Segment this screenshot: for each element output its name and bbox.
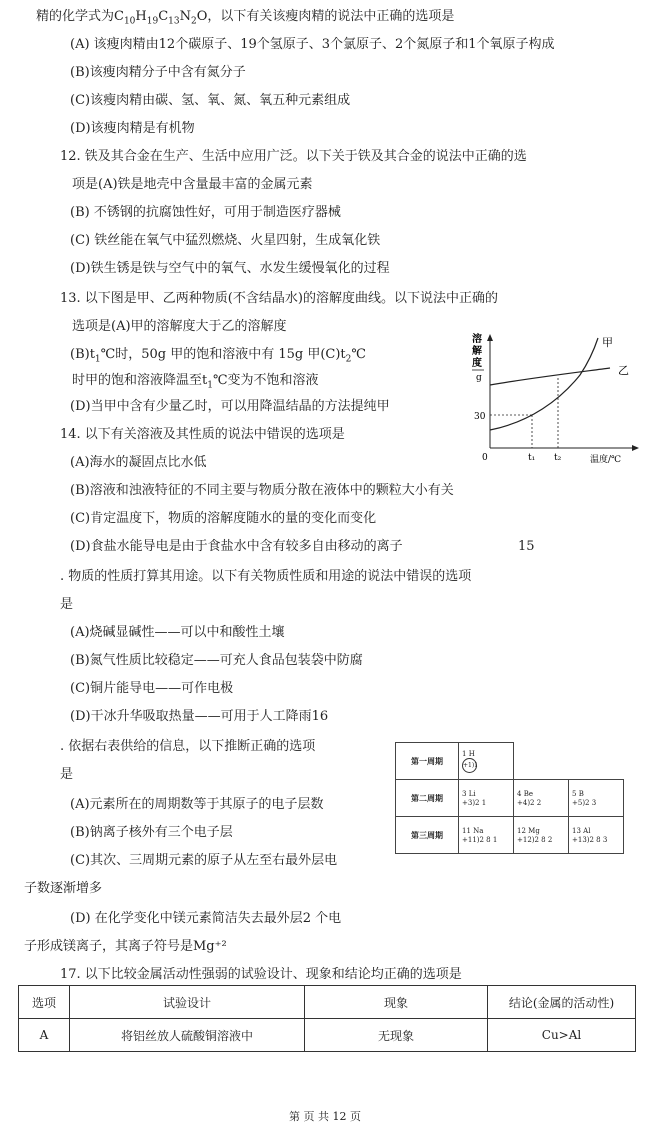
graph-t1: t₁	[528, 453, 536, 463]
table-cell: A	[19, 1019, 70, 1052]
atom-diagram-icon: +1)1	[462, 758, 477, 773]
q14-option-d: (D)食盐水能导电是由于食盐水中含有较多自由移动的离子	[70, 539, 403, 554]
graph-y-mark: 30	[474, 412, 486, 422]
atom-diagram-icon: +11)2 8 1	[462, 835, 498, 844]
q15-option-b: (B)氮气性质比较稳定——可充人食品包装袋中防腐	[70, 653, 363, 668]
atom-diagram-icon: +4)2 2	[517, 798, 542, 807]
x-axis-arrow	[632, 445, 639, 451]
atom-diagram-icon: +3)2 1	[462, 798, 487, 807]
q11-stem: 精的化学式为$C_{10}H_{19}C_{13}N_2O$，以下有关该瘦肉精的说法中正确的选项是	[36, 9, 455, 27]
table-cell: 无现象	[305, 1019, 488, 1052]
q15-option-d: (D)干冰升华吸取热量——可用于人工降雨16	[70, 709, 329, 724]
period-label: 第三周期	[396, 817, 459, 854]
table-cell: 将铝丝放人硫酸铜溶液中	[70, 1019, 305, 1052]
q12-option-d: (D)铁生锈是铁与空气中的氧气、水发生缓慢氧化的过程	[70, 261, 390, 276]
element-cell-mg: 12 Mg +12)2 8 2	[514, 817, 569, 854]
q13-option-b: $(B)t_1℃$时，50g 甲的饱和溶液中有 15g 甲$(C)t_2℃$	[70, 347, 366, 365]
period-row-2	[396, 780, 624, 817]
page-footer: 第 页 共 12 页	[289, 1110, 361, 1123]
q15-option-c: (C)铜片能导电——可作电极	[70, 681, 234, 696]
element-cell-li: 3 Li +3)2 1	[459, 780, 514, 817]
q14-option-c: (C)肯定温度下，物质的溶解度随水的量的变化而变化	[70, 511, 377, 526]
graph-yunit: g	[476, 373, 482, 383]
q12-stem-cont: 项是(A)铁是地壳中含量最丰富的金属元素	[72, 177, 313, 192]
curve-b	[490, 368, 610, 385]
q14-option-b: (B)溶液和浊液特征的不同主要与物质分散在液体中的颗粒大小有关	[70, 483, 454, 498]
q11-option-b: (B)该瘦肉精分子中含有氮分子	[70, 65, 246, 80]
table-header: 选项	[19, 986, 70, 1019]
q17-stem: 17. 以下比较金属活动性强弱的试验设计、现象和结论均正确的选项是	[60, 967, 462, 982]
element-cell-b: 5 B +5)2 3	[569, 780, 624, 817]
period-label: 第一周期	[396, 743, 459, 780]
curve-a	[490, 338, 598, 430]
q16-option-b: (B)钠离子核外有三个电子层	[70, 825, 233, 840]
graph-t2: t₂	[554, 453, 562, 463]
period-row-1	[396, 743, 624, 780]
table-row	[19, 1019, 636, 1052]
q15-stem: . 物质的性质打算其用途。以下有关物质性质和用途的说法中错误的选项	[60, 569, 472, 584]
q15-stem-cont: 是	[60, 597, 74, 612]
q11-option-a: (A) 该瘦肉精由12个碳原子、19个氢原子、3个氯原子、2个氮原子和1个氧原子构成	[70, 37, 555, 52]
graph-origin: 0	[482, 453, 488, 463]
period-label: 第二周期	[396, 780, 459, 817]
q13-stem: 13. 以下图是甲、乙两种物质(不含结晶水)的溶解度曲线。以下说法中正确的	[60, 291, 498, 306]
q12-stem: 12. 铁及其合金在生产、生活中应用广泛。以下关于铁及其合金的说法中正确的选	[60, 149, 527, 164]
q14-stem: 14. 以下有关溶液及其性质的说法中错误的选项是	[60, 427, 345, 442]
atom-diagram-icon: +13)2 8 3	[572, 835, 608, 844]
q16-option-d: (D) 在化学变化中镁元素简洁失去最外层2 个电	[70, 911, 342, 926]
graph-ylabel-3: 度	[472, 358, 482, 369]
q14-option-a: (A)海水的凝固点比水低	[70, 455, 207, 470]
element-cell-al: 13 Al +13)2 8 3	[569, 817, 624, 854]
q12-option-b: (B) 不锈钢的抗腐蚀性好，可用于制造医疗器械	[70, 205, 341, 220]
element-cell-be: 4 Be +4)2 2	[514, 780, 569, 817]
period-row-3	[396, 817, 624, 854]
element-cell-na: 11 Na +11)2 8 1	[459, 817, 514, 854]
table-cell: Cu>Al	[488, 1019, 636, 1052]
experiment-table	[18, 985, 636, 1052]
element-cell-h: 1 H +1)1	[459, 743, 514, 780]
q16-stem: . 依据右表供给的信息，以下推断正确的选项	[60, 739, 316, 754]
q16-stem-cont: 是	[60, 767, 74, 782]
atom-diagram-icon: +5)2 3	[572, 798, 597, 807]
table-header: 结论(金属的活动性)	[488, 986, 636, 1019]
q11-option-c: (C)该瘦肉精由碳、氢、氧、氮、氧五种元素组成	[70, 93, 351, 108]
q13-option-b-cont: 时甲的饱和溶液降温至$t_1℃$变为不饱和溶液	[72, 373, 319, 391]
graph-xlabel: 温度/℃	[590, 455, 622, 465]
table-header: 试验设计	[70, 986, 305, 1019]
periodic-table	[395, 742, 624, 854]
solubility-graph	[470, 330, 640, 465]
curve-b-label: 乙	[618, 364, 629, 377]
q16-option-c-cont: 子数逐渐增多	[24, 881, 103, 896]
table-header: 现象	[305, 986, 488, 1019]
atom-diagram-icon: +12)2 8 2	[517, 835, 553, 844]
table-header-row	[19, 986, 636, 1019]
q13-option-d: (D)当甲中含有少量乙时，可以用降温结晶的方法提纯甲	[70, 399, 390, 414]
q15-number: 15	[518, 539, 535, 554]
q16-option-c: (C)其次、三周期元素的原子从左至右最外层电	[70, 853, 338, 868]
graph-ylabel-1: 溶	[472, 334, 482, 345]
graph-ylabel-2: 解	[472, 346, 482, 357]
q13-stem-cont: 选项是(A)甲的溶解度大于乙的溶解度	[72, 319, 287, 334]
q12-option-c: (C) 铁丝能在氧气中猛烈燃烧、火星四射，生成氧化铁	[70, 233, 381, 248]
q16-option-a: (A)元素所在的周期数等于其原子的电子层数	[70, 797, 324, 812]
q15-option-a: (A)烧碱显碱性——可以中和酸性土壤	[70, 625, 285, 640]
curve-a-label: 甲	[602, 336, 613, 349]
q11-option-d: (D)该瘦肉精是有机物	[70, 121, 195, 136]
y-axis-arrow	[487, 334, 493, 341]
q16-option-d-cont: 子形成镁离子，其离子符号是Mg⁺²	[24, 939, 227, 954]
